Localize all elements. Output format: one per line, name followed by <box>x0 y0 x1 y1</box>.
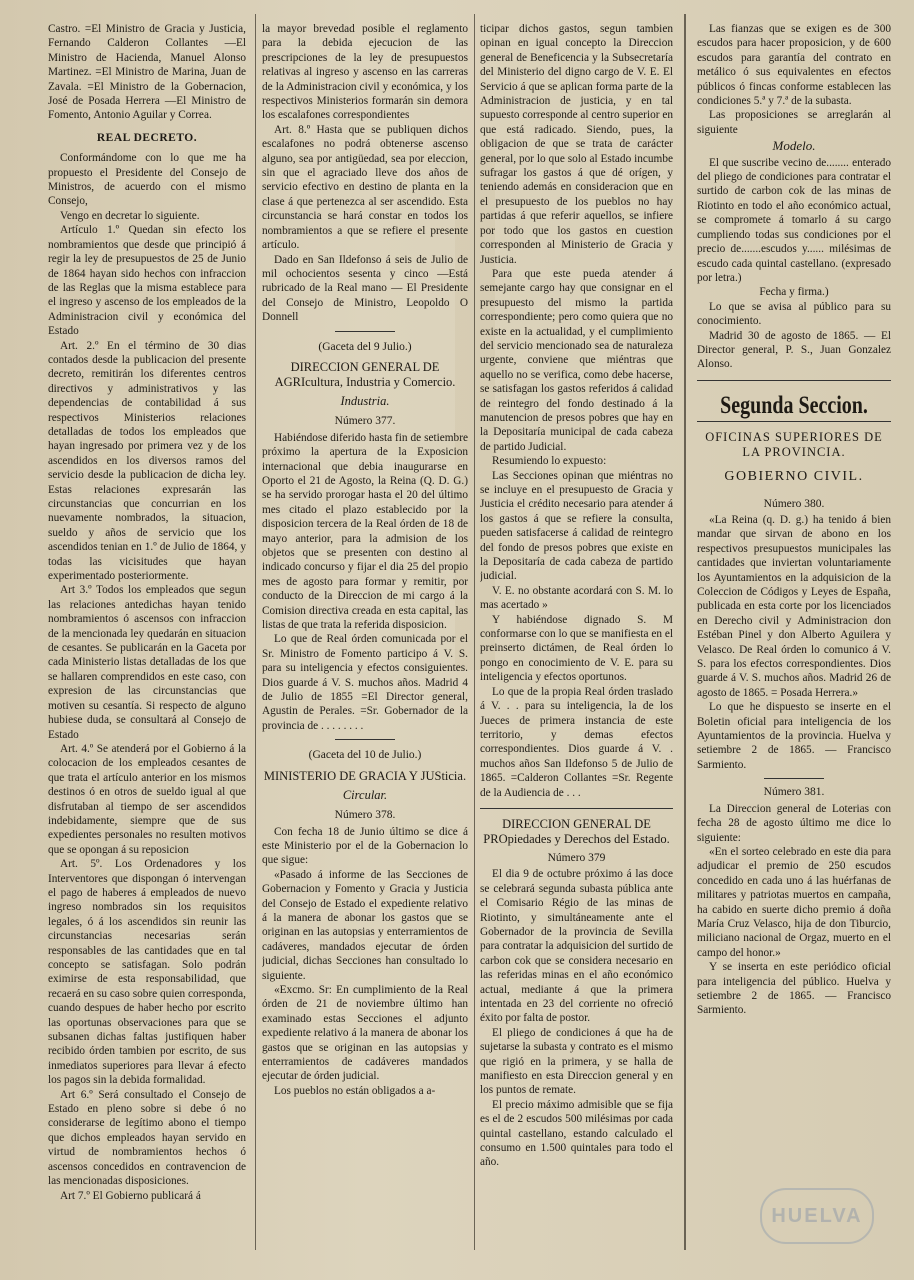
paragraph: Con fecha 18 de Junio último se dice á este Ministerio por el de la Gobernacion lo que sigue: <box>262 825 468 867</box>
section-title: Segunda Seccion. <box>720 391 868 419</box>
article-2: Art. 2.º En el término de 30 dias contados desde la publicacion del presente decreto, remitirán los diferentes centros directivos y administrativos y las dependencias de contabilidad á sus respectivos Ministerios relaciones detalladas de todos los empleados que hayan ingresado por primera vez y de los ascendidos en los diversos ramos del servicio desde la publicacion de dicha ley. Estas relaciones expresarán las circunstancias que concurrian en los nuevamente nombrados, la situacion, sueldo y años de servicio que los ascendidos tenian en 1.º de Julio de 1864, y todas las vicisitudes que hayan experimentado posteriormente. <box>48 339 246 583</box>
article-3: Art 3.º Todos los empleados que segun las relaciones antedichas hayan tenido nombramientos ó ascensos con infraccion de la mencionada ley quedarán en situacion de cesantes. Se publicarán en la Gaceta por cada Ministerio listas detalladas de los que se hallaren comprendidos en este caso, con expresion de las circunstancias que motiven su cesantía. Si respecto de alguno hubiese duda, se consultará al Consejo de Estado <box>48 584 246 741</box>
paragraph: Lo que de Real órden comunicada por el Sr. Ministro de Fomento participo á V. S. para su inteligencia y efectos consiguientes. Dios guarde á V. S. muchos años. Madrid 4 de Julio de 1855 =El Director general, Agustin de Perales. =Sr. Gobernador de la provincia de . . . . . . . . <box>262 633 468 732</box>
number-heading: Número 377. <box>334 415 396 428</box>
decree-signature: Dado en San Ildefonso á seis de Julio de mil ochocientos sesenta y cinco —Está rubricado de la Real mano — El Presidente del Consejo de Ministro, Leopoldo O Donnell <box>262 253 468 324</box>
paragraph: El precio máximo admisible que se fija es el de 2 escudos 500 milésimas por cada quintal castellano, estando calculado el consumo en 1.500 quintales para todo el año. <box>480 1098 673 1169</box>
paragraph: V. E. no obstante acordará con S. M. lo mas acertado » <box>480 584 673 612</box>
section-heading: OFICINAS SUPERIORES DE LA PROVINCIA. <box>705 430 883 460</box>
subheading: Industria. <box>340 393 390 408</box>
article-8: Art. 8.º Hasta que se publiquen dichos escalafones no podrá obtenerse ascenso alguno, sea por antigüedad, sea por eleccion, sin que el agraciado lleve dos años de servicio efectivo en destino de planta en la clase á que pertenezca al ser ascendido. Esta circunstancia se hará constar en todos los nombramientos a que se refiere el presente artículo. <box>262 123 468 252</box>
paragraph: Conformándome con lo que me ha propuesto el Presidente del Consejo de Ministros, de acuerdo con el mismo Consejo, <box>48 152 246 208</box>
section-heading: DIRECCION GENERAL DE PROpiedades y Derechos del Estado. <box>483 816 670 846</box>
paragraph: Y habiéndose dignado S. M conformarse con lo que se manifiesta en el preinserto dictámen, de Real órden lo pongo en conocimiento de V. E. para su inteligencia y efectos oportunos. <box>480 613 673 684</box>
paragraph: Lo que se avisa al público para su conocimiento. <box>697 300 891 328</box>
column-rule <box>255 14 256 1250</box>
paragraph: El pliego de condiciones á que ha de sujetarse la subasta y contrato es el mismo que rigió en la primera, y se halla de manifiesto en esta Direccion general y en los puntos de remate. <box>480 1026 673 1097</box>
number-heading: Número 381. <box>763 786 825 799</box>
ministers-list: Castro. =El Ministro de Gracia y Justicia, Fernando Calderon Collantes —El Ministro de Hacienda, Manuel Alonso Martinez. =El Ministro de Marina, Juan de Zavala. =El Ministro de la Gobernacion, José de Posada Herrera —El Ministro de Fomento, Antonio Aguilar y Correa. <box>48 23 246 122</box>
paragraph: Fecha y firma.) <box>759 286 829 299</box>
paragraph: La Direccion general de Loterias con fecha 28 de agosto último me dice lo siguiente: <box>697 802 891 844</box>
article-6: Art 6.º Será consultado el Consejo de Estado en pleno sobre si debe ó no considerarse de legítimo abono el tiempo que dichos empleados hayan servido en virtud de nombramientos hechos ó ascensos concedidos en contravencion de las mencionadas disposiciones. <box>48 1088 246 1188</box>
section-heading: MINISTERIO DE GRACIA Y JUSticia. <box>263 768 467 783</box>
paragraph: Lo que de la propia Real órden traslado á V. . . para su inteligencia, la de los Jueces de primera instancia de este territorio, y demas efectos correspondientes. Dios guarde á V. . muchos años San Ildefonso 5 de Julio de 1865. =Calderon Collantes =Sr. Regente de la Audiencia de . . . <box>480 685 673 799</box>
column-2 <box>262 22 468 1252</box>
paragraph: Las Secciones opinan que miéntras no se incluye en el presupuesto de Gracia y Justicia el crédito necesario para atender á los gastos á que se refiere la consulta, pueden satisfacerse á calidad de reintegro del fondo de presos pobres que existe en la Depositaría de cada cabeza de partido judicial. <box>480 469 673 583</box>
short-rule <box>335 739 395 740</box>
paragraph: «La Reina (q. D. g.) ha tenido á bien mandar que sirvan de abono en los respectivos presupuestos municipales las cantidades que inviertan voluntariamente los Ayuntamientos en la adquisicion de la Coleccion de Códigos y Leyes de España, publicada en esta corte por los licenciados en Derecho civil y Administracion don Estéban Pinel y don Alberto Aguilera y Velasco. De Real órden lo comunico á V. S. para los efectos correspondientes. Dios guarde á V. S. muchos años. Madrid 26 de agosto de 1865. = Posada Herrera.» <box>697 513 891 699</box>
column-4 <box>697 22 891 1252</box>
short-rule <box>335 331 395 332</box>
article-5: Art. 5º. Los Ordenadores y los Interventores que dispongan ó intervengan el pago de haberes á empleados de nuevo ingreso nombrados sin los requisitos legales, ó á los ascendidos sin reunir las circunstancias necesarias serán responsables de las cantidades que en tal concepto se satisfagan. Solo podrán eximirse de esta responsabilidad, que recaerá en su caso sobre quien corresponda, cuando despues de haber hecho por escrito las oportunas observaciones para que se subsanen dichas faltas justifiquen haber recibido órden tambien por escrito, de sus inmediatos superiores para llevar á efecto los pagos sin la debida formalidad. <box>48 858 246 1087</box>
paragraph: la mayor brevedad posible el reglamento para la debida ejecucion de las prescripciones de la ley de presupuestos relativas al ingreso y ascenso en las carreras de la Administracion civil y económica, y los respectivos Ministerios formarán sin demora los escalafones correspondientes <box>262 23 468 122</box>
paragraph: Lo que he dispuesto se inserte en el Boletin oficial para inteligencia de los Ayuntamientos de la provincia. Huelva y setiembre 2 de 1865. — Francisco Sarmiento. <box>697 701 891 771</box>
paragraph: ticipar dichos gastos, segun tambien opinan en igual concepto la Direccion general de Beneficencia y la Subsecretaría del Ministerio del digno cargo de V. E. El Servicio á que se aplican forma parte de la Administracion de justicia, y en tal supuesto corresponde al centro superior en que está radicado. Siendo, pues, la obligacion de que se trata de carácter general, por lo que solo al Estado incumbe sufragar los gastos á que dé orígen, y teniendo además en consideracion que en el presupuesto de los pueblos no hay partidas á que referir aquellos, se infiere por todo que los gastos en cuestion corresponden al Ministerio de Gracia y Justicia. <box>480 23 673 266</box>
number-heading: Número 379 <box>547 851 606 864</box>
paragraph: Madrid 30 de agosto de 1865. — El Director general, P. S., Juan Gonzalez Alonso. <box>697 329 891 371</box>
watermark-logo: HUELVA <box>760 1188 874 1244</box>
column-3 <box>480 22 673 1252</box>
article-4: Art. 4.º Se atenderá por el Gobierno á la colocacion de los empleados cesantes de que trata el artículo anterior en los mismos destinos ó en otros de sueldo igual al que disfrutaban al tiempo de ser ascendidos indebidamente, siempre que de sus expedientes personales no resulten motivos que se opongan á su reposicion <box>48 742 246 856</box>
paragraph: Y se inserta en este periódico oficial para inteligencia del público. Huelva y setiembre 2 de 1865. — Francisco Sarmiento. <box>697 961 891 1017</box>
paragraph: «Excmo. Sr: En cumplimiento de la Real órden de 21 de noviembre último han examinado estas Secciones el adjunto expediente relativo á la manera de abonar los gastos que se originan en las autopsias y enterramientos de cadáveres mandados ejecutar de órden judicial. <box>262 983 468 1083</box>
paragraph: Vengo en decretar lo siguiente. <box>60 209 200 222</box>
section-rule <box>697 380 891 381</box>
model-heading: Modelo. <box>772 138 816 154</box>
number-heading: Número 380. <box>763 497 825 510</box>
royal-decree-heading: REAL DECRETO. <box>96 131 198 144</box>
column-1 <box>48 22 246 1252</box>
section-heading: GOBIERNO CIVIL. <box>724 469 864 485</box>
paragraph: Las proposiciones se arreglarán al siguiente <box>697 109 891 136</box>
section-rule <box>480 808 673 809</box>
paragraph: El que suscribe vecino de........ enterado del pliego de condiciones para contratar el surtido de carbon cok de las minas de Riotinto en todo el año económico actual, se compromete á tomarlo á su cargo cumpliendo todas sus condiciones por el precio de.......escudos y...... milésimas de escudo cada quintal castellano. (expresado por letra.) <box>697 156 891 284</box>
section-rule <box>697 421 891 422</box>
article-7: Art 7.º El Gobierno publicará á <box>60 1189 201 1202</box>
subheading: Circular. <box>342 787 388 802</box>
column-rule <box>474 14 475 1250</box>
paragraph: «Pasado á informe de las Secciones de Gobernacion y Fomento y Gracia y Justicia del Consejo de Estado el expediente relativo á la manera de abonar los gastos que se originan en las autopsias y enterramientos de cadáveres, mandados ejecutar de órden judicial, dichas Secciones han consultado lo siguiente. <box>262 868 468 982</box>
number-heading: Número 378. <box>334 809 396 822</box>
paragraph: Habiéndose diferido hasta fin de setiembre próximo la apertura de la Exposicion internacional que debia inaugurarse en Oporto el 21 de Agosto, la Reina (Q. D. G.) se ha servido prorogar hasta el 20 del último mes citado el plazo establecido por la disposicion tercera de la Real órden de 18 de mayo anterior, para la admision de los objetos que se presenten con destino al indicado concurso y fijar el dia 25 del propio mes de agosto para formar y remitir, por conducto de la Direccion de mi cargo á la Comision directiva creada en esta capital, las listas de que trata la referida disposicion. <box>262 431 468 632</box>
article-1: Artículo 1.º Quedan sin efecto los nombramientos que desde que principió á regir la ley de presupuestos de 25 de Junio de 1864 hayan sido hechos con infraccion de las Reglas que la misma establece para el ingreso y ascenso de los empleados de la Administracion civil y económica del Estado <box>48 224 246 338</box>
paragraph: Los pueblos no están obligados a a- <box>274 1084 436 1097</box>
section-heading: DIRECCION GENERAL DE AGRIcultura, Industria y Comercio. <box>274 359 456 389</box>
paragraph: Las fianzas que se exigen es de 300 escudos para hacer proposicion, y de 600 escudos para garantía del contrato en metálico ó sus equivalentes en efectos públicos ó fincas conforme establecen las condiciones 5.ª y 7.ª de la subasta. <box>697 23 891 108</box>
paragraph: «En el sorteo celebrado en este dia para adjudicar el premio de 250 escudos concedido en cada uno á las huérfanas de militares y patriotas muertos en campaña, ha cabido en suerte dicho premio á doña María Cruz Velasco, hija de don Tiburcio, miliciano nacional de Orgaz, muerto en el campo del honor.» <box>697 845 891 959</box>
gaceta-note: (Gaceta del 9 Julio.) <box>318 340 412 353</box>
paragraph: El dia 9 de octubre próximo á las doce se celebrará segunda subasta pública ante el Comisario Régio de las minas de Riotinto, y simultáneamente ante el Gobernador de la provincia de Sevilla para contratar la adquisicion del surtido de carbon cok que se considera necesario en las referidas minas en el año económico actual, mediante á que la primera intentada en 23 del corriente no ofreció éxito por falta de postor. <box>480 868 673 1025</box>
paragraph: Resumiendo lo expuesto: <box>492 455 607 468</box>
short-rule <box>764 778 824 779</box>
gaceta-note: (Gaceta del 10 de Julio.) <box>308 749 422 762</box>
paragraph: Para que este pueda atender á semejante cargo hay que consignar en el presupuesto del mismo la partida correspondiente; pero como quiera que no existe en la actualidad, y el cumplimiento del servicio mencionado sea de naturaleza urgente, conviene que miéntras que aquello no se verifica, como debe hacerse, se satisfagan los gastos referidos á calidad de reintegro del fondo destinado á la manutencion de presos pobres que hay en la Depositaría municipal de cada cabeza de partido Judicial. <box>480 267 673 453</box>
column-rule <box>684 14 686 1250</box>
